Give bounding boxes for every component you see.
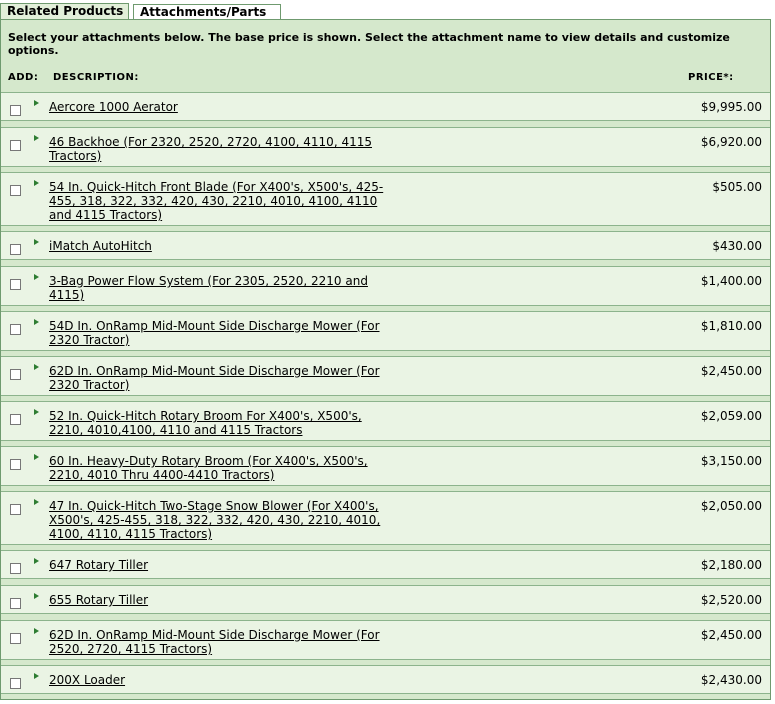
attachment-row [1, 311, 770, 351]
expand-arrow-icon[interactable] [34, 454, 39, 460]
add-checkbox[interactable] [10, 563, 21, 574]
attachment-row [1, 620, 770, 660]
column-header-description: DESCRIPTION: [53, 72, 139, 83]
attachment-row [1, 446, 770, 486]
attachment-row [1, 491, 770, 545]
attachment-row [1, 231, 770, 260]
attachment-row [1, 356, 770, 396]
attachment-name-link[interactable]: 60 In. Heavy-Duty Rotary Broom (For X400's, X500's, 2210, 4010 Thru 4400-4410 Tractors) [49, 454, 368, 482]
attachment-price: $430.00 [712, 239, 762, 253]
attachment-name-link[interactable]: 655 Rotary Tiller [49, 593, 149, 607]
attachment-price: $6,920.00 [700, 135, 762, 149]
expand-arrow-icon[interactable] [34, 593, 39, 599]
expand-arrow-icon[interactable] [34, 409, 39, 415]
attachment-price: $2,059.00 [700, 409, 762, 423]
add-checkbox[interactable] [10, 324, 21, 335]
attachment-row [1, 585, 770, 614]
attachment-price: $3,150.00 [700, 454, 762, 468]
tab-attachments-parts[interactable]: Attachments/Parts [133, 4, 281, 19]
attachment-name-link[interactable]: 62D In. OnRamp Mid-Mount Side Discharge Mower (For 2520, 2720, 4115 Tractors) [49, 628, 380, 656]
attachment-name-link[interactable]: 3-Bag Power Flow System (For 2305, 2520, 2210 and 4115) [49, 274, 368, 302]
attachment-row [1, 127, 770, 167]
attachment-row [1, 665, 770, 694]
attachment-name-link[interactable]: 52 In. Quick-Hitch Rotary Broom For X400's, X500's, 2210, 4010,4100, 4110 and 4115 Tractors [49, 409, 362, 437]
add-checkbox[interactable] [10, 279, 21, 290]
tab-bar [0, 0, 775, 19]
attachment-price: $2,520.00 [700, 593, 762, 607]
expand-arrow-icon[interactable] [34, 135, 39, 141]
attachment-row [1, 401, 770, 441]
expand-arrow-icon[interactable] [34, 499, 39, 505]
attachment-price: $2,050.00 [700, 499, 762, 513]
expand-arrow-icon[interactable] [34, 180, 39, 186]
add-checkbox[interactable] [10, 140, 21, 151]
attachment-name-link[interactable]: 54 In. Quick-Hitch Front Blade (For X400's, X500's, 425-455, 318, 322, 332, 420, 430, 2210, 4010, 4100, 4110 and 4115 Tractors) [49, 180, 384, 222]
expand-arrow-icon[interactable] [34, 558, 39, 564]
attachment-price: $2,450.00 [700, 628, 762, 642]
add-checkbox[interactable] [10, 598, 21, 609]
attachment-name-link[interactable]: iMatch AutoHitch [49, 239, 152, 253]
add-checkbox[interactable] [10, 244, 21, 255]
add-checkbox[interactable] [10, 504, 21, 515]
attachment-price: $1,810.00 [700, 319, 762, 333]
add-checkbox[interactable] [10, 369, 21, 380]
expand-arrow-icon[interactable] [34, 239, 39, 245]
add-checkbox[interactable] [10, 414, 21, 425]
expand-arrow-icon[interactable] [34, 673, 39, 679]
attachments-panel [0, 19, 771, 700]
attachment-price: $2,450.00 [700, 364, 762, 378]
attachment-price: $2,430.00 [700, 673, 762, 687]
attachment-price: $1,400.00 [700, 274, 762, 288]
attachment-row [1, 92, 770, 121]
attachment-name-link[interactable]: Aercore 1000 Aerator [49, 100, 178, 114]
attachment-name-link[interactable]: 200X Loader [49, 673, 126, 687]
expand-arrow-icon[interactable] [34, 274, 39, 280]
attachment-name-link[interactable]: 46 Backhoe (For 2320, 2520, 2720, 4100, 4110, 4115 Tractors) [49, 135, 372, 163]
column-header-price: PRICE*: [688, 72, 734, 83]
add-checkbox[interactable] [10, 185, 21, 196]
attachment-name-link[interactable]: 647 Rotary Tiller [49, 558, 149, 572]
expand-arrow-icon[interactable] [34, 628, 39, 634]
add-checkbox[interactable] [10, 633, 21, 644]
attachment-price: $505.00 [712, 180, 762, 194]
expand-arrow-icon[interactable] [34, 364, 39, 370]
expand-arrow-icon[interactable] [34, 100, 39, 106]
attachment-name-link[interactable]: 54D In. OnRamp Mid-Mount Side Discharge Mower (For 2320 Tractor) [49, 319, 380, 347]
add-checkbox[interactable] [10, 678, 21, 689]
attachment-name-link[interactable]: 62D In. OnRamp Mid-Mount Side Discharge Mower (For 2320 Tractor) [49, 364, 380, 392]
instructions-text: Select your attachments below. The base price is shown. Select the attachment name to view details and customize options. [8, 31, 730, 57]
tab-related-products[interactable]: Related Products [0, 3, 129, 19]
column-header-add: ADD: [8, 72, 39, 83]
attachment-row [1, 550, 770, 579]
attachment-name-link[interactable]: 47 In. Quick-Hitch Two-Stage Snow Blower (For X400's, X500's, 425-455, 318, 322, 332, 420, 430, 2210, 4010, 4100, 4110, 4115 Tractors) [49, 499, 381, 541]
attachment-row [1, 172, 770, 226]
add-checkbox[interactable] [10, 459, 21, 470]
attachment-row [1, 266, 770, 306]
add-checkbox[interactable] [10, 105, 21, 116]
attachment-price: $2,180.00 [700, 558, 762, 572]
expand-arrow-icon[interactable] [34, 319, 39, 325]
attachment-price: $9,995.00 [700, 100, 762, 114]
